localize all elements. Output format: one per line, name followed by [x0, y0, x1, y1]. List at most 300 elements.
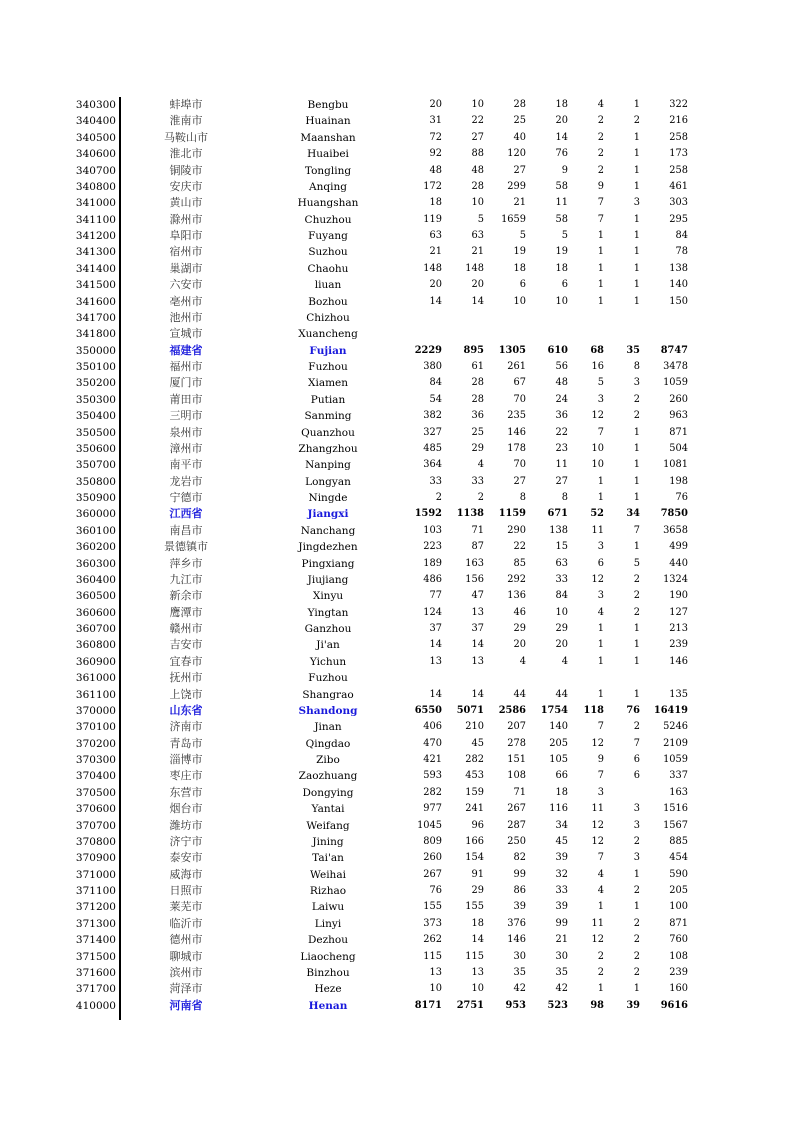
- value-cell: 20: [429, 99, 442, 110]
- chinese-name: 三明市: [169, 409, 203, 423]
- table-row: [0, 163, 794, 179]
- value-cell: 63: [555, 557, 568, 569]
- english-name: Jinan: [314, 721, 342, 734]
- chinese-name: 九江市: [169, 572, 203, 586]
- region-code: 341200: [75, 230, 116, 242]
- value-cell: 124: [423, 606, 442, 618]
- chinese-name: 莆田市: [169, 392, 203, 406]
- value-cell: 138: [669, 262, 688, 274]
- english-name: Binzhou: [306, 966, 350, 979]
- english-name: Bozhou: [308, 295, 348, 308]
- value-cell: 18: [471, 917, 484, 929]
- value-cell: 1592: [414, 508, 442, 520]
- value-cell: 44: [555, 688, 568, 700]
- value-cell: 485: [423, 442, 442, 454]
- value-cell: 33: [555, 573, 568, 585]
- value-cell: 13: [471, 966, 484, 978]
- table-row: [0, 97, 794, 113]
- region-code: 350900: [75, 492, 116, 504]
- chinese-name: 池州市: [169, 310, 203, 324]
- value-cell: 262: [423, 934, 442, 946]
- region-code: 370700: [75, 819, 116, 832]
- english-name: Fuzhou: [308, 672, 348, 685]
- value-cell: 610: [547, 344, 568, 356]
- chinese-name: 宜春市: [169, 654, 203, 668]
- value-cell: 23: [555, 442, 568, 454]
- english-name: Chizhou: [306, 311, 350, 324]
- value-cell: 91: [471, 868, 484, 880]
- table-row: [0, 621, 794, 637]
- table-row: [0, 883, 794, 899]
- chinese-name: 菏泽市: [169, 982, 203, 996]
- value-cell: 260: [669, 393, 688, 405]
- value-cell: 499: [669, 541, 688, 553]
- table-row: [0, 244, 794, 260]
- value-cell: 155: [465, 901, 484, 913]
- region-code: 370600: [75, 803, 116, 816]
- value-cell: 4: [561, 655, 568, 667]
- data-table: [0, 97, 794, 1014]
- value-cell: 68: [590, 344, 604, 356]
- value-cell: 1: [633, 623, 640, 634]
- region-code: 360000: [75, 508, 116, 521]
- value-cell: 3: [597, 541, 604, 553]
- chinese-name: 泉州市: [169, 425, 203, 439]
- english-name: liuan: [314, 279, 342, 292]
- value-cell: 210: [465, 721, 484, 733]
- table-row: [0, 670, 794, 686]
- chinese-name: 铜陵市: [169, 163, 203, 177]
- value-cell: 70: [513, 393, 526, 405]
- value-cell: 322: [669, 99, 688, 110]
- value-cell: 14: [471, 688, 484, 700]
- value-cell: 1138: [456, 508, 484, 520]
- table-row: [0, 637, 794, 653]
- table-row: [0, 130, 794, 146]
- value-cell: 1754: [540, 704, 568, 716]
- region-code: 350500: [75, 426, 116, 439]
- table-row: [0, 818, 794, 834]
- value-cell: 282: [423, 786, 442, 798]
- value-cell: 76: [429, 885, 442, 896]
- region-code: 350800: [75, 475, 116, 488]
- english-name: Zhangzhou: [298, 442, 358, 455]
- value-cell: 1: [633, 164, 640, 176]
- value-cell: 20: [429, 279, 442, 291]
- chinese-name: 泰安市: [169, 851, 203, 865]
- value-cell: 77: [429, 590, 442, 602]
- region-code: 371100: [75, 885, 116, 897]
- region-code: 340800: [75, 180, 116, 193]
- chinese-name: 福建省: [169, 343, 203, 357]
- value-cell: 2: [633, 917, 640, 929]
- chinese-name: 聊城市: [169, 949, 203, 963]
- value-cell: 14: [555, 131, 568, 143]
- value-cell: 19: [555, 246, 568, 258]
- value-cell: 155: [423, 901, 442, 913]
- value-cell: 84: [429, 377, 442, 389]
- table-row: [0, 408, 794, 424]
- english-name: Jiangxi: [307, 508, 349, 521]
- value-cell: 10: [471, 99, 484, 110]
- value-cell: 7: [597, 721, 604, 733]
- value-cell: 15: [555, 541, 568, 553]
- chinese-name: 萍乡市: [169, 556, 203, 570]
- region-code: 371200: [75, 901, 116, 914]
- region-code: 340500: [75, 131, 116, 144]
- value-cell: 760: [669, 934, 688, 946]
- value-cell: 7: [633, 524, 640, 536]
- value-cell: 48: [471, 164, 484, 176]
- value-cell: 34: [626, 508, 640, 520]
- value-cell: 2751: [456, 999, 484, 1011]
- value-cell: 37: [429, 623, 442, 634]
- value-cell: 9: [597, 180, 604, 192]
- value-cell: 2: [633, 606, 640, 618]
- region-code: 341100: [75, 213, 116, 226]
- table-row: [0, 899, 794, 915]
- table-row: [0, 425, 794, 441]
- value-cell: 1: [633, 295, 640, 307]
- value-cell: 4: [597, 885, 604, 896]
- value-cell: 66: [555, 770, 568, 782]
- value-cell: 871: [669, 426, 688, 438]
- value-cell: 205: [669, 885, 688, 896]
- english-name: Xuancheng: [298, 328, 358, 341]
- value-cell: 76: [675, 492, 688, 503]
- value-cell: 406: [423, 721, 442, 733]
- value-cell: 40: [513, 131, 526, 143]
- value-cell: 2586: [498, 704, 526, 716]
- value-cell: 18: [513, 262, 526, 274]
- region-code: 371000: [75, 868, 116, 881]
- value-cell: 3: [597, 786, 604, 798]
- value-cell: 172: [423, 180, 442, 192]
- value-cell: 28: [471, 377, 484, 389]
- english-name: Chaohu: [307, 262, 349, 275]
- value-cell: 14: [471, 934, 484, 946]
- value-cell: 376: [507, 917, 526, 929]
- table-row: [0, 113, 794, 129]
- value-cell: 140: [549, 721, 568, 733]
- value-cell: 32: [555, 868, 568, 880]
- value-cell: 39: [555, 852, 568, 864]
- value-cell: 11: [591, 917, 604, 929]
- value-cell: 1: [597, 262, 604, 274]
- english-name: Xiamen: [307, 377, 349, 390]
- value-cell: 327: [423, 426, 442, 438]
- value-cell: 11: [591, 524, 604, 536]
- english-name: Qingdao: [305, 737, 351, 750]
- value-cell: 20: [513, 639, 526, 651]
- chinese-name: 蚌埠市: [169, 98, 203, 111]
- value-cell: 9: [561, 164, 568, 176]
- table-row: [0, 326, 794, 342]
- value-cell: 154: [465, 852, 484, 864]
- value-cell: 115: [423, 950, 442, 962]
- chinese-name: 青岛市: [169, 736, 203, 750]
- table-row: [0, 867, 794, 883]
- english-name: Liaocheng: [300, 950, 356, 963]
- value-cell: 12: [591, 819, 604, 831]
- value-cell: 1081: [663, 459, 688, 471]
- value-cell: 470: [423, 737, 442, 749]
- chinese-name: 六安市: [169, 278, 203, 292]
- value-cell: 1659: [501, 213, 526, 225]
- value-cell: 1: [633, 492, 640, 503]
- value-cell: 13: [471, 606, 484, 618]
- value-cell: 45: [471, 737, 484, 749]
- value-cell: 453: [465, 770, 484, 782]
- chinese-name: 江西省: [169, 507, 203, 521]
- value-cell: 11: [555, 459, 568, 471]
- value-cell: 12: [591, 934, 604, 946]
- value-cell: 1: [597, 279, 604, 291]
- value-cell: 8: [519, 492, 526, 503]
- english-name: Fujian: [309, 344, 347, 357]
- table-row: [0, 146, 794, 162]
- value-cell: 1: [633, 868, 640, 880]
- value-cell: 13: [429, 655, 442, 667]
- value-cell: 19: [513, 246, 526, 258]
- chinese-name: 福州市: [169, 360, 203, 373]
- value-cell: 2: [633, 885, 640, 896]
- value-cell: 146: [669, 655, 688, 667]
- english-name: Jingdezhen: [298, 541, 358, 554]
- value-cell: 1: [633, 901, 640, 913]
- chinese-name: 烟台市: [169, 802, 203, 816]
- value-cell: 2: [435, 492, 442, 503]
- value-cell: 1: [633, 279, 640, 291]
- english-name: Ganzhou: [304, 623, 352, 635]
- value-cell: 54: [429, 393, 442, 405]
- value-cell: 3: [633, 197, 640, 209]
- value-cell: 10: [513, 295, 526, 307]
- value-cell: 9616: [660, 999, 688, 1011]
- value-cell: 27: [513, 164, 526, 176]
- value-cell: 1: [597, 983, 604, 995]
- value-cell: 1: [597, 246, 604, 258]
- value-cell: 1: [633, 148, 640, 160]
- value-cell: 10: [591, 442, 604, 454]
- value-cell: 99: [555, 917, 568, 929]
- value-cell: 52: [590, 508, 604, 520]
- value-cell: 1045: [417, 819, 442, 831]
- chinese-name: 龙岩市: [169, 474, 203, 488]
- value-cell: 31: [429, 115, 442, 127]
- table-row: [0, 261, 794, 277]
- english-name: Sanming: [304, 410, 352, 423]
- english-name: Weihai: [310, 868, 346, 881]
- value-cell: 39: [626, 999, 640, 1011]
- value-cell: 1: [633, 426, 640, 438]
- chinese-name: 南平市: [169, 458, 203, 472]
- value-cell: 20: [555, 115, 568, 127]
- value-cell: 56: [555, 361, 568, 372]
- value-cell: 100: [669, 901, 688, 913]
- value-cell: 364: [423, 459, 442, 471]
- value-cell: 82: [513, 852, 526, 864]
- value-cell: 1: [633, 246, 640, 258]
- value-cell: 504: [669, 442, 688, 454]
- english-name: Longyan: [305, 475, 351, 488]
- value-cell: 13: [471, 655, 484, 667]
- value-cell: 108: [507, 770, 526, 782]
- chinese-name: 抚州市: [169, 671, 203, 685]
- value-cell: 382: [423, 410, 442, 422]
- value-cell: 2: [597, 966, 604, 978]
- table-row: [0, 375, 794, 391]
- value-cell: 380: [423, 361, 442, 372]
- value-cell: 33: [429, 475, 442, 487]
- value-cell: 292: [507, 573, 526, 585]
- table-row: [0, 719, 794, 735]
- value-cell: 58: [555, 213, 568, 225]
- value-cell: 33: [471, 475, 484, 487]
- value-cell: 96: [471, 819, 484, 831]
- value-cell: 337: [669, 770, 688, 782]
- value-cell: 7: [597, 426, 604, 438]
- chinese-name: 德州市: [169, 933, 203, 947]
- value-cell: 42: [513, 983, 526, 995]
- value-cell: 3: [633, 803, 640, 815]
- english-name: Maanshan: [300, 131, 356, 144]
- english-name: Zibo: [316, 754, 340, 766]
- english-name: Shangrao: [302, 688, 354, 701]
- region-code: 360600: [75, 606, 116, 619]
- value-cell: 10: [471, 983, 484, 995]
- value-cell: 590: [669, 868, 688, 880]
- region-code: 370000: [75, 704, 116, 717]
- value-cell: 260: [423, 852, 442, 864]
- value-cell: 216: [669, 115, 688, 127]
- english-name: Yantai: [311, 803, 345, 816]
- english-name: Tongling: [304, 164, 352, 177]
- table-row: [0, 490, 794, 506]
- value-cell: 1: [633, 655, 640, 667]
- chinese-name: 宣城市: [169, 327, 203, 341]
- value-cell: 454: [669, 852, 688, 864]
- english-name: Yichun: [309, 655, 347, 668]
- value-cell: 14: [429, 688, 442, 700]
- value-cell: 1324: [663, 573, 688, 585]
- value-cell: 373: [423, 917, 442, 929]
- value-cell: 140: [669, 279, 688, 291]
- value-cell: 11: [591, 803, 604, 815]
- value-cell: 207: [507, 721, 526, 733]
- value-cell: 14: [429, 295, 442, 307]
- value-cell: 190: [669, 590, 688, 602]
- value-cell: 27: [555, 475, 568, 487]
- value-cell: 895: [463, 344, 484, 356]
- value-cell: 28: [513, 99, 526, 110]
- value-cell: 2: [597, 131, 604, 143]
- value-cell: 116: [549, 803, 568, 815]
- chinese-name: 上饶市: [169, 687, 203, 701]
- english-name: Henan: [308, 999, 348, 1012]
- value-cell: 30: [555, 950, 568, 962]
- table-row: [0, 539, 794, 555]
- english-name: Rizhao: [309, 885, 347, 897]
- value-cell: 34: [555, 819, 568, 831]
- value-cell: 71: [471, 524, 484, 536]
- value-cell: 486: [423, 573, 442, 585]
- value-cell: 29: [555, 623, 568, 634]
- value-cell: 6: [597, 557, 604, 569]
- value-cell: 119: [423, 213, 442, 225]
- english-name: Bengbu: [307, 99, 349, 111]
- value-cell: 2: [633, 115, 640, 127]
- value-cell: 7: [597, 213, 604, 225]
- region-code: 341600: [75, 295, 116, 308]
- table-row: [0, 768, 794, 784]
- english-name: Chuzhou: [304, 213, 352, 226]
- province-row: [0, 506, 794, 522]
- english-name: Suzhou: [308, 246, 348, 259]
- value-cell: 76: [626, 704, 640, 716]
- region-code: 350100: [75, 361, 116, 373]
- value-cell: 20: [555, 639, 568, 651]
- value-cell: 299: [507, 180, 526, 192]
- region-code: 350600: [75, 442, 116, 455]
- value-cell: 440: [669, 557, 688, 569]
- region-code: 370100: [75, 721, 116, 734]
- region-code: 341300: [75, 246, 116, 259]
- value-cell: 148: [465, 262, 484, 274]
- value-cell: 18: [555, 99, 568, 110]
- value-cell: 1: [597, 230, 604, 241]
- chinese-name: 阜阳市: [169, 229, 203, 242]
- value-cell: 14: [429, 639, 442, 651]
- value-cell: 239: [669, 966, 688, 978]
- english-name: Weifang: [306, 819, 350, 832]
- region-code: 370300: [75, 754, 116, 766]
- english-name: Ningde: [308, 492, 348, 504]
- value-cell: 115: [465, 950, 484, 962]
- chinese-name: 枣庄市: [169, 769, 203, 783]
- table-row: [0, 785, 794, 801]
- chinese-name: 滁州市: [169, 212, 203, 226]
- value-cell: 2: [633, 835, 640, 847]
- value-cell: 11: [555, 197, 568, 209]
- value-cell: 5071: [456, 704, 484, 716]
- table-row: [0, 654, 794, 670]
- value-cell: 39: [555, 901, 568, 913]
- value-cell: 63: [471, 230, 484, 241]
- value-cell: 44: [513, 688, 526, 700]
- value-cell: 48: [555, 377, 568, 389]
- value-cell: 39: [513, 901, 526, 913]
- value-cell: 4: [477, 459, 484, 471]
- value-cell: 5: [561, 230, 568, 241]
- value-cell: 58: [555, 180, 568, 192]
- value-cell: 871: [669, 917, 688, 929]
- region-code: 371400: [75, 934, 116, 947]
- value-cell: 5: [477, 213, 484, 225]
- value-cell: 885: [669, 835, 688, 847]
- value-cell: 523: [547, 999, 568, 1011]
- value-cell: 6: [633, 754, 640, 765]
- region-code: 341000: [75, 197, 116, 210]
- region-code: 340400: [75, 115, 116, 128]
- value-cell: 2: [633, 590, 640, 602]
- table-row: [0, 294, 794, 310]
- value-cell: 6: [519, 279, 526, 291]
- value-cell: 99: [513, 868, 526, 880]
- value-cell: 151: [507, 754, 526, 765]
- chinese-name: 淮北市: [169, 147, 203, 161]
- value-cell: 21: [513, 197, 526, 209]
